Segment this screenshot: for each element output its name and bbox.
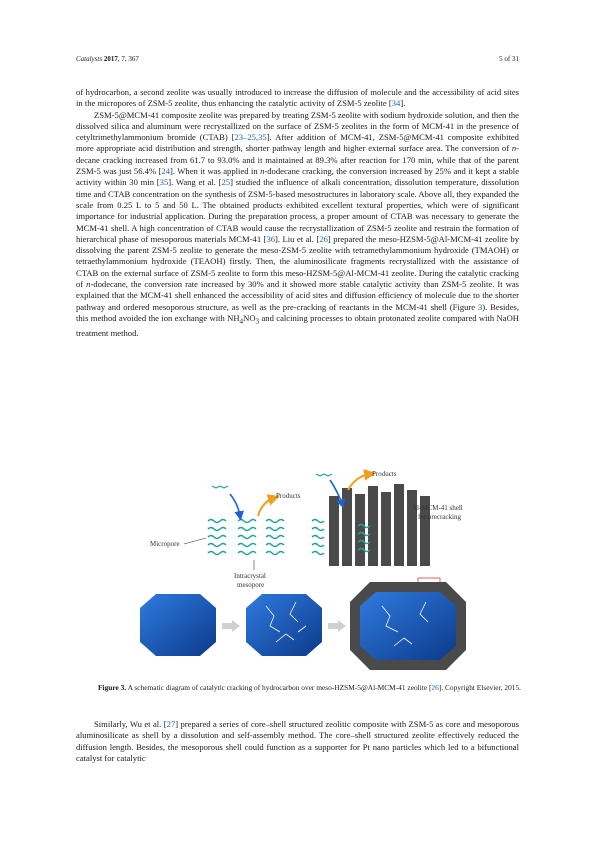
label-products-right: Products	[372, 470, 397, 478]
citation-link[interactable]: 36	[266, 233, 276, 244]
meso-hzsm5-almcm41-crystal-core	[360, 592, 456, 660]
reactant-molecule-icon	[212, 486, 228, 488]
micropore-pointer	[184, 538, 206, 544]
journal-citation: Catalysts 2017, 7, 367	[76, 55, 139, 63]
meso-zsm5-crystal	[246, 594, 322, 656]
label-micropore: Micropore	[150, 540, 180, 548]
citation-link[interactable]: 25	[221, 177, 231, 188]
page-header	[76, 55, 519, 63]
label-shell-1: Al-MCM-41 shell	[412, 504, 463, 512]
diffusion-arrow-icon	[230, 494, 240, 516]
micropore-channels-left	[208, 520, 284, 555]
citation-link[interactable]: 26	[431, 683, 439, 692]
citation-link[interactable]: 23–25,35	[234, 132, 267, 143]
mcm41-shell-columns	[329, 484, 430, 566]
paragraph-2: ZSM-5@MCM-41 composite zeolite was prepared by treating ZSM-5 zeolite with sodium hydroxide solution, and then the dissolved silica and aluminum were recrystallized on the surface of ZSM-5 zeolites in the form of MCM-41 in the presence of cetyltrimethylammonium bromide (CTAB) [23–25,35]. After addition of MCM-41, ZSM-5@MCM-41 composite exhibited more appropriate acid distribution and strength, shorter pathway length and higher external surface area. The conversion of n-decane cracking increased from 61.7 to 93.0% and it maintained at 89.3% after reaction for 170 min, while that of the parent ZSM-5 was just 56.4% [24]. When it was applied in n-dodecane cracking, the conversion increased by 25% and it kept a stable activity within 30 min [35]. Wang et al. [25] studied the influence of alkali concentration, dissolution temperature, dissolution time and CTAB concentration on the synthesis of ZSM-5-based mesostructures in laboratory scale. Above all, they expanded the scale from 0.25 L to 5 and 50 L. The obtained products exhibited excellent textural properties, which were of significant importance for industrial application. During the preparation process, a proper amount of CTAB was necessary to generate the MCM-41 shell. A high concentration of CTAB would cause the recrystallization of ZSM-5 zeolite and restrain the formation of hierarchical phase of mesoporous materials MCM-41 [36]. Liu et al. [26] prepared the meso-HZSM-5@Al-MCM-41 zeolite by dissolving the parent ZSM-5 zeolite to generate the meso-ZSM-5 zeolite with tetramethylammonium hydroxide (TMAOH) or tetraethylammonium hydroxide (TEAOH) firstly. Then, the aluminosilicate fragments recrystallized with the assistance of CTAB on the external surface of ZSM-5 zeolite to form this meso-HZSM-5@Al-MCM-41 zeolite. During the catalytic cracking of n-dodecane, the conversion rate increased by 30% and it showed more stable catalytic activity than ZSM-5 zeolite. It was explained that the MCM-41 shell enhanced the accessibility of acid sites and diffusion efficiency of molecule due to the shorter pathway and ordered mesoporous structure, as well as the pre-cracking of reactants in the MCM-41 shell (Figure 3). Besides, this method avoided the ion exchange with $NH_4NO_3$ and calcining processes to obtain protonated zeolite compared with NaOH treatment method.	[76, 109, 520, 338]
body-text	[76, 87, 519, 339]
products-arrow-icon	[258, 498, 274, 516]
products-arrow-right-icon	[348, 474, 370, 490]
figure-label: Figure 3.	[98, 683, 127, 692]
zsm5-crystal-parent	[140, 594, 216, 656]
citation-link[interactable]: 35	[159, 177, 169, 188]
label-products-left: Products	[276, 492, 301, 500]
reactant-molecule-right-icon	[316, 474, 332, 476]
label-shell-2: for precracking	[418, 513, 461, 521]
paragraph-1: of hydrocarbon, a second zeolite was usually introduced to increase the diffusion of molecule and the accessibility of acid sites in the micropores of ZSM-5 zeolite, thus enhancing the catalytic activity of ZSM-5 zeolite [34].	[76, 87, 519, 109]
citation-link[interactable]: 27	[166, 719, 176, 729]
citation-link[interactable]: 34	[391, 98, 401, 109]
body-text-continued	[76, 719, 519, 764]
figure-caption: Figure 3. A schematic diagram of catalytic cracking of hydrocarbon over meso-HZSM-5@Al-MCM-41 zeolite [26]. Copyright Elsevier, 2015.	[98, 683, 522, 692]
citation-link[interactable]: 24	[161, 166, 170, 177]
page-number: 5 of 31	[499, 55, 519, 63]
label-intracrystal-1: Intracrystal	[234, 572, 266, 580]
paragraph-3: Similarly, Wu et al. [27] prepared a series of core–shell structured zeolitic composite with ZSM-5 as core and mesoporous aluminosilicate as shell by a dissolution and self-assembly method. The core–shell structured zeolite effectively reduced the diffusion length. Besides, the mesoporous shell could function as a supporter for Pt nano particles which led to a bifunctional catalyst for catalytic	[76, 719, 519, 763]
citation-link[interactable]: 26	[319, 233, 328, 244]
label-intracrystal-2: mesopore	[237, 581, 265, 589]
figure-3	[126, 466, 506, 680]
figure-link[interactable]: 3	[477, 301, 483, 312]
